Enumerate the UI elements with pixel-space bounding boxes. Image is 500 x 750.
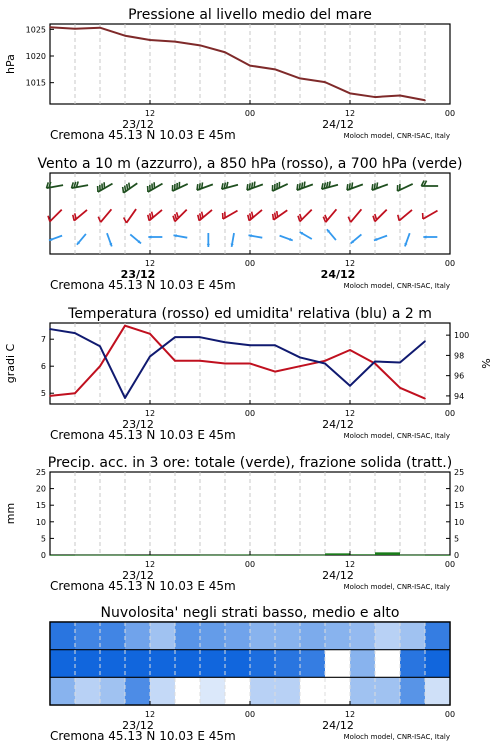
pressure-line-point [274,69,276,71]
barb-feather [127,184,128,190]
barb-feather [277,211,278,217]
cloud-cell-medio [325,650,351,678]
pressure-line-point [199,45,201,47]
wind-barb-700hPa [421,181,438,186]
barb-feather [249,183,250,189]
y-tick-label: 15 [35,501,46,511]
model-credit: Moloch model, CNR-ISAC, Italy [343,583,450,591]
pressure-line-point [349,93,351,95]
wind-barb-10m [327,229,336,240]
barb-feather [199,183,200,189]
wind-barb-10m [130,234,141,243]
wind-barb-10m [107,233,112,246]
y-tick-label-right: 10 [454,517,465,527]
wind-barb-700hPa [123,183,138,193]
cloud-cell-basso [50,677,76,705]
cloud-cell-medio [125,650,151,678]
cloud-cell-alto [275,622,301,650]
pressure-line-point [324,81,326,83]
temperature-line-point [249,363,251,365]
wind-barb-700hPa [222,182,238,189]
y-tick-label-right: 20 [454,484,465,494]
humidity-line-point [274,344,276,346]
barb-shaft [351,209,362,222]
humidity-line-point [399,362,401,364]
panel-5 [50,605,455,743]
pressure-line-point [99,27,101,29]
date-label: 24/12 [322,719,354,732]
barb-shaft [101,209,112,222]
barb-feather [202,212,203,218]
humidity-line-point [424,340,426,342]
panel-4 [4,455,464,593]
temperature-line-point [399,387,401,389]
time-tick-label: 12 [344,560,356,569]
wind-barb-700hPa [397,184,412,191]
cloud-cell-basso [200,677,226,705]
barb-feather [123,187,124,193]
cloud-cell-medio [150,650,176,678]
cloud-cell-alto [400,622,426,650]
barb-feather [202,182,203,188]
barb-feather [252,182,253,188]
precip-bar [50,555,75,556]
cloud-cell-alto [300,622,326,650]
humidity-line-point [349,385,351,387]
wind-barb-700hPa [47,182,64,188]
humidity-line-point [99,345,101,347]
time-tick-label: 00 [444,109,456,118]
date-label: 23/12 [122,719,154,732]
cloud-cell-medio [350,650,376,678]
cloud-cell-medio [425,650,451,678]
panel-3 [4,306,493,442]
temperature-line-point [174,360,176,362]
wind-barb-700hPa [72,181,89,188]
barb-feather [374,183,375,189]
cloud-cell-alto [225,622,251,650]
precip-bar [100,555,125,556]
cloud-cell-medio [200,650,226,678]
y-tick-label: 1015 [25,78,46,88]
temperature-line-point [149,333,151,335]
date-label: 24/12 [322,118,354,131]
wind-barb-10m [248,234,262,237]
cloud-cell-alto [175,622,201,650]
time-tick-label: 12 [344,710,356,719]
humidity-line-point [249,344,251,346]
barb-feather [398,215,399,221]
cloud-cell-basso [225,677,251,705]
barb-feather [377,182,378,188]
wind-barb-700hPa [197,182,213,190]
time-tick-label: 12 [144,710,156,719]
temperature-line-point [74,392,76,394]
humidity-line-point [374,361,376,363]
wind-barb-10m [49,236,62,241]
date-label: 23/12 [122,418,154,431]
barb-feather [198,215,199,221]
humidity-line-point [149,356,151,358]
cloud-cell-basso [100,677,126,705]
time-tick-label: 12 [344,259,356,268]
cloud-cell-basso [325,677,351,705]
date-label: 24/12 [322,418,354,431]
precip-bar [275,555,300,556]
precip-bar [200,555,225,556]
barb-shaft [50,210,62,222]
wind-barb-10m [404,233,409,246]
wind-barb-700hPa [247,182,263,191]
barb-feather [349,183,350,189]
cloud-cell-basso [375,677,401,705]
precip-bar [325,553,350,555]
y-tick-label-right: 100 [454,331,470,341]
pressure-line-point [174,41,176,43]
precip-bar [400,555,425,556]
wind-barb-10m [207,233,210,247]
wind-barb-700hPa [372,182,388,190]
cloud-cell-basso [275,677,301,705]
time-tick-label: 00 [444,259,456,268]
barb-feather [297,184,298,190]
barb-feather [347,184,348,190]
barb-feather [304,182,305,188]
humidity-line-point [299,357,301,359]
cloud-cell-medio [50,650,76,678]
barb-feather [247,184,248,190]
cloud-cell-medio [75,650,101,678]
temperature-line-point [349,349,351,351]
wind-barb-700hPa [297,182,313,191]
barb-feather [125,186,126,192]
y-tick-label: 0 [40,551,46,560]
y-tick-label-right: 0 [454,551,460,560]
cloud-cell-medio [375,650,401,678]
barb-head [207,244,210,247]
model-credit: Moloch model, CNR-ISAC, Italy [343,733,450,741]
wind-barb-850hPa [124,209,136,223]
time-tick-label: 12 [344,409,356,418]
wind-barb-850hPa [223,211,238,219]
barb-feather [252,212,253,218]
time-tick-label: 12 [144,109,156,118]
cloud-cell-medio [300,650,326,678]
time-tick-label: 00 [244,259,256,268]
humidity-line-point [124,397,126,399]
y-tick-label-right: 94 [454,391,465,401]
precip-bar [75,555,100,556]
barb-feather [352,182,353,188]
cloud-cell-alto [425,622,451,650]
precip-bar [150,555,175,556]
cloud-cell-alto [50,622,76,650]
cloud-cell-alto [350,622,376,650]
temperature-line-point [424,398,426,400]
cloud-cell-alto [125,622,151,650]
cloud-cell-alto [100,622,126,650]
time-tick-label: 00 [444,409,456,418]
pressure-line-point [74,28,76,30]
date-label: 24/12 [320,268,356,281]
pressure-line-point [374,96,376,98]
barb-feather [152,212,153,218]
temperature-line-point [124,325,126,327]
date-label: 23/12 [120,268,156,281]
y-axis-label-right: % [480,358,493,369]
wind-barb-10m [300,232,312,239]
y-tick-label: 7 [40,335,46,345]
humidity-line-point [224,341,226,343]
cloud-cell-alto [250,622,276,650]
cloud-cell-medio [400,650,426,678]
cloud-cell-medio [175,650,201,678]
pressure-line-point [224,51,226,53]
date-label: 23/12 [122,118,154,131]
cloud-cell-alto [200,622,226,650]
barb-feather [248,215,249,221]
temperature-line-point [274,371,276,373]
precip-bar [225,555,250,556]
time-tick-label: 12 [344,109,356,118]
barb-feather [275,213,276,219]
barb-feather [372,184,373,190]
panel-title: Vento a 10 m (azzurro), a 850 hPa (rosso), a 700 hPa (verde) [37,156,463,172]
wind-barb-700hPa [322,181,338,189]
y-tick-label-right: 15 [454,501,465,511]
pressure-line-point [399,95,401,97]
temperature-line-point [49,395,51,397]
cloud-cell-alto [325,622,351,650]
time-tick-label: 00 [444,560,456,569]
model-credit: Moloch model, CNR-ISAC, Italy [343,432,450,440]
y-axis-label: mm [4,502,17,525]
barb-feather [273,214,274,220]
barb-feather [197,184,198,190]
cloud-cell-medio [225,650,251,678]
precip-bar [125,555,150,556]
barb-feather [129,183,130,189]
panel-1 [4,7,455,142]
panel-title: Temperatura (rosso) ed umidita' relativa (blu) a 2 m [68,306,432,322]
station-info: Cremona 45.13 N 10.03 E 45m [50,278,236,292]
station-info: Cremona 45.13 N 10.03 E 45m [50,428,236,442]
precip-bar [300,555,325,556]
barb-feather [302,182,303,188]
cloud-cell-basso [425,677,451,705]
station-info: Cremona 45.13 N 10.03 E 45m [50,128,236,142]
cloud-cell-basso [400,677,426,705]
date-label: 24/12 [322,569,354,582]
pressure-line-point [124,35,126,37]
panel-title: Nuvolosita' negli strati basso, medio e alto [100,605,400,621]
y-tick-label-right: 5 [454,534,460,544]
humidity-line-point [199,336,201,338]
temperature-line [50,326,425,399]
wind-barb-10m [231,233,234,247]
y-axis-label: gradi C [4,343,17,384]
time-tick-label: 00 [244,109,256,118]
cloud-cell-medio [275,650,301,678]
wind-barb-10m [173,234,187,237]
precip-bar [175,555,200,556]
time-tick-label: 12 [144,259,156,268]
precip-bar [350,554,375,555]
cloud-cell-basso [175,677,201,705]
cloud-cell-basso [75,677,101,705]
pressure-line [50,27,425,100]
cloud-cell-basso [350,677,376,705]
cloud-cell-basso [300,677,326,705]
temperature-line-point [224,363,226,365]
barb-feather [73,215,74,221]
cloud-cell-medio [100,650,126,678]
temperature-line-point [299,365,301,367]
panel-title: Precip. acc. in 3 ore: totale (verde), frazione solida (tratt.) [47,455,453,471]
date-label: 23/12 [122,569,154,582]
y-tick-label: 6 [40,362,46,372]
time-tick-label: 12 [144,560,156,569]
y-tick-label: 5 [40,389,46,399]
y-tick-label-right: 25 [454,468,465,477]
barb-feather [299,183,300,189]
barb-feather [254,182,255,188]
precip-bar [375,552,400,555]
model-credit: Moloch model, CNR-ISAC, Italy [343,282,450,290]
y-tick-label: 10 [35,517,46,527]
time-tick-label: 00 [244,409,256,418]
panel-title: Pressione al livello medio del mare [128,7,372,23]
barb-feather [148,215,149,221]
temperature-line-point [99,365,101,367]
y-tick-label: 20 [35,484,46,494]
time-tick-label: 00 [244,710,256,719]
precip-bar [250,555,275,556]
wind-barb-10m [280,236,293,241]
cloud-cell-alto [75,622,101,650]
pressure-line-point [149,39,151,41]
y-tick-label: 1025 [25,25,46,35]
wind-barb-10m [374,236,387,241]
station-info: Cremona 45.13 N 10.03 E 45m [50,579,236,593]
cloud-cell-basso [150,677,176,705]
cloud-cell-basso [125,677,151,705]
barb-shaft [399,210,412,221]
temperature-line-point [199,360,201,362]
station-info: Cremona 45.13 N 10.03 E 45m [50,729,236,743]
barb-feather [177,212,179,218]
cloud-cell-alto [375,622,401,650]
time-tick-label: 12 [144,409,156,418]
model-credit: Moloch model, CNR-ISAC, Italy [343,132,450,140]
temperature-line-point [324,360,326,362]
plot-frame [50,24,450,104]
pressure-line-point [424,99,426,101]
pressure-line-point [49,26,51,28]
precip-bar [425,555,450,556]
time-tick-label: 00 [244,560,256,569]
y-tick-label: 1020 [25,52,46,61]
humidity-line-point [174,336,176,338]
y-tick-label: 25 [35,468,46,477]
cloud-cell-alto [150,622,176,650]
y-axis-label: hPa [4,54,17,74]
wind-barb-10m [351,234,362,243]
humidity-line-point [74,332,76,334]
humidity-line-point [324,363,326,365]
y-tick-label-right: 96 [454,371,465,381]
cloud-cell-basso [250,677,276,705]
barb-shaft [126,209,136,223]
y-tick-label-right: 98 [454,351,465,361]
y-tick-label: 5 [40,534,46,544]
wind-barb-10m [77,234,86,245]
humidity-line-point [49,328,51,330]
pressure-line-point [249,65,251,67]
wind-barb-700hPa [347,182,363,190]
cloud-cell-medio [250,650,276,678]
panel-2 [37,156,462,292]
pressure-line-point [299,78,301,80]
time-tick-label: 00 [444,710,456,719]
